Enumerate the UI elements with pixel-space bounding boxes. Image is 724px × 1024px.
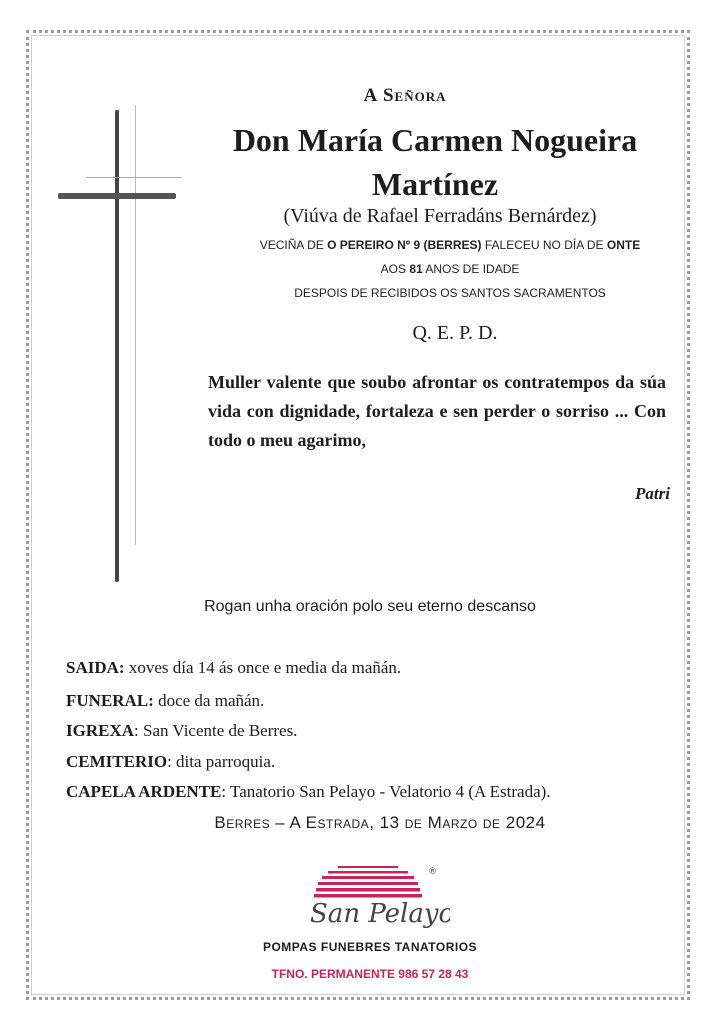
registered-mark: ® xyxy=(428,867,437,877)
schedule-row-funeral xyxy=(66,691,676,711)
age: 81 xyxy=(409,262,423,276)
cross-shadow-horizontal xyxy=(86,177,182,178)
schedule-label: CEMITERIO xyxy=(66,752,168,771)
deceased-name-line2: Martínez xyxy=(371,166,499,202)
died-day: ONTE xyxy=(606,238,641,252)
schedule-row-saida xyxy=(66,658,676,678)
dedication-signature: Patri xyxy=(635,484,670,503)
logo-graphic xyxy=(290,860,450,940)
place-and-date: Berres – A Estrada, 13 de Marzo de 2024 xyxy=(214,813,546,832)
rip-abbreviation: Q. E. P. D. xyxy=(412,322,498,344)
schedule-label: SAIDA: xyxy=(66,658,125,677)
schedule-value: : dita parroquia. xyxy=(167,752,276,771)
funeral-home-phone: TFNO. PERMANENTE 986 57 28 43 xyxy=(271,967,469,981)
dedication-text: Muller valente que soubo afrontar os contratempos da súa vida con dignidade, fortaleza e sen perder o sorriso ... Con todo o meu agarimo, xyxy=(208,372,666,450)
residence-line xyxy=(215,238,685,252)
widow-of: (Viúva de Rafael Ferradáns Bernárdez) xyxy=(283,205,597,227)
deceased-name xyxy=(190,118,680,206)
schedule-value: xoves día 14 ás once e media da mañán. xyxy=(124,658,402,677)
died-prefix: FALECEU NO DÍA DE xyxy=(481,238,607,252)
prayer-request: Rogan unha oración polo seu eterno descanso xyxy=(204,598,536,615)
funeral-home-tagline: POMPAS FUNEBRES TANATORIOS xyxy=(262,940,478,954)
schedule-value: : San Vicente de Berres. xyxy=(134,721,298,740)
schedule-row-capela xyxy=(66,782,676,802)
schedule-label: FUNERAL: xyxy=(66,691,154,710)
cross-vertical-bar xyxy=(115,110,119,582)
age-suffix: ANOS DE IDADE xyxy=(422,262,520,276)
deceased-name-line1: Don María Carmen Nogueira xyxy=(232,122,638,158)
schedule-row-cemiterio xyxy=(66,752,676,772)
cross-horizontal-bar xyxy=(58,193,176,199)
honorific: A Señora xyxy=(363,85,447,106)
residence: O PEREIRO Nº 9 (BERRES) xyxy=(327,238,482,252)
schedule-value: doce da mañán. xyxy=(153,691,265,710)
sacraments-line: DESPOIS DE RECIBIDOS OS SANTOS SACRAMENTOS xyxy=(294,286,606,300)
logo-text: San Pelayo xyxy=(310,899,450,929)
schedule-label: CAPELA ARDENTE xyxy=(66,782,222,801)
age-prefix: AOS xyxy=(380,262,410,276)
schedule-value: : Tanatorio San Pelayo - Velatorio 4 (A Estrada). xyxy=(221,782,551,801)
residence-prefix: VECIÑA DE xyxy=(259,238,328,252)
schedule-label: IGREXA xyxy=(66,721,135,740)
cross-shadow-vertical xyxy=(135,105,136,545)
san-pelayo-logo xyxy=(290,860,450,940)
schedule-row-igrexa xyxy=(66,721,676,741)
age-line xyxy=(215,262,685,276)
